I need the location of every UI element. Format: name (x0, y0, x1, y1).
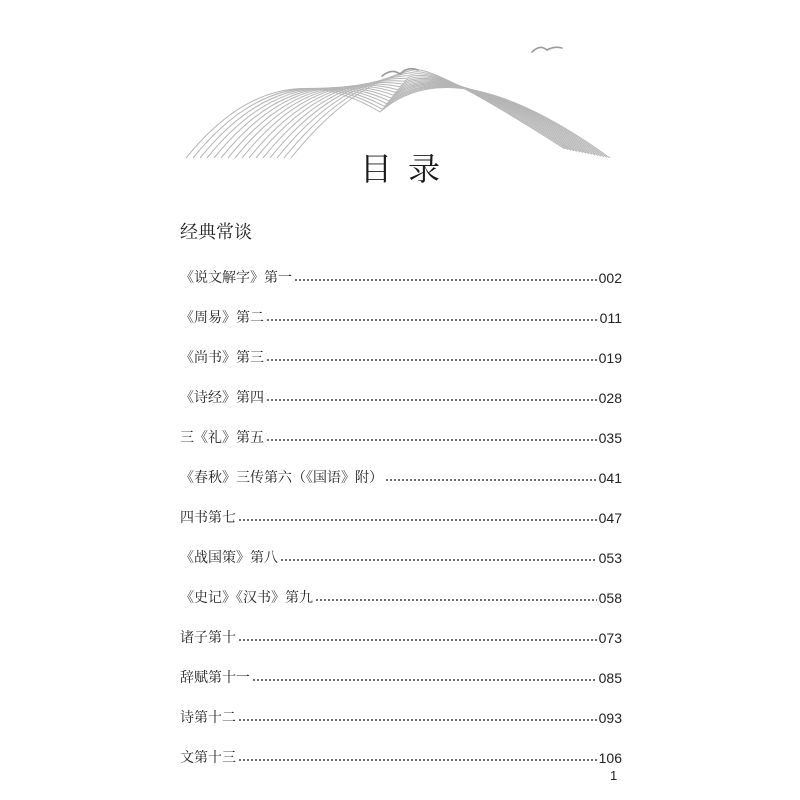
page-title: 目录 (359, 150, 456, 188)
toc-entry-page: 085 (598, 670, 622, 686)
toc-entry-page: 011 (599, 310, 622, 326)
toc-entry-title: 诗第十二 (180, 710, 236, 726)
toc-entry[interactable] (180, 338, 622, 378)
toc-entry[interactable] (180, 258, 622, 298)
toc-entry[interactable] (180, 298, 622, 338)
toc-entry[interactable] (180, 458, 622, 498)
toc-entry-page: 002 (598, 270, 622, 286)
page-number: 1 (610, 768, 618, 783)
toc-entry-title: 辞赋第十一 (180, 670, 250, 686)
toc-entry-title: 《说文解字》第一 (180, 270, 292, 286)
toc-entry-page: 073 (598, 630, 622, 646)
toc-entry-page: 058 (598, 590, 622, 606)
toc-entry-page: 047 (598, 510, 622, 526)
toc-entry-page: 053 (598, 550, 622, 566)
toc-entry-title: 《战国策》第八 (180, 550, 278, 566)
bird-icon (532, 47, 562, 52)
toc-entry[interactable] (180, 498, 622, 538)
dot-leader (238, 639, 597, 641)
toc-entry-page: 019 (598, 350, 622, 366)
toc-entry[interactable] (180, 418, 622, 458)
toc-entry[interactable] (180, 618, 622, 658)
dot-leader (238, 759, 597, 761)
toc-entry[interactable] (180, 658, 622, 698)
toc-entry[interactable] (180, 378, 622, 418)
toc-entry[interactable] (180, 698, 622, 738)
dot-leader (238, 519, 597, 521)
toc-entry-title: 《尚书》第三 (180, 350, 264, 366)
toc-entry[interactable] (180, 578, 622, 618)
toc-entry-page: 093 (598, 710, 622, 726)
dot-leader (266, 359, 597, 361)
dot-leader (280, 559, 597, 561)
toc-entry-title: 文第十三 (180, 750, 236, 766)
toc-entry[interactable] (180, 538, 622, 578)
toc-entry-title: 《春秋》三传第六（《国语》附） (180, 470, 383, 486)
toc-list (180, 258, 622, 778)
toc-entry-page: 028 (598, 390, 622, 406)
toc-entry-page: 041 (598, 470, 622, 486)
toc-entry[interactable] (180, 738, 622, 778)
dot-leader (238, 719, 597, 721)
toc-entry-page: 035 (598, 430, 622, 446)
dot-leader (315, 599, 597, 601)
dot-leader (385, 479, 597, 481)
dot-leader (266, 319, 598, 321)
toc-entry-title: 《诗经》第四 (180, 390, 264, 406)
toc-entry-page: 106 (598, 750, 622, 766)
toc-entry-title: 《周易》第二 (180, 310, 264, 326)
toc-entry-title: 三《礼》第五 (180, 430, 264, 446)
dot-leader (294, 279, 597, 281)
dot-leader (266, 439, 597, 441)
toc-entry-title: 《史记》《汉书》第九 (180, 590, 313, 606)
dot-leader (252, 679, 597, 681)
dot-leader (266, 399, 597, 401)
toc-entry-title: 四书第七 (180, 510, 236, 526)
toc-entry-title: 诸子第十 (180, 630, 236, 646)
section-title: 经典常谈 (180, 222, 252, 243)
